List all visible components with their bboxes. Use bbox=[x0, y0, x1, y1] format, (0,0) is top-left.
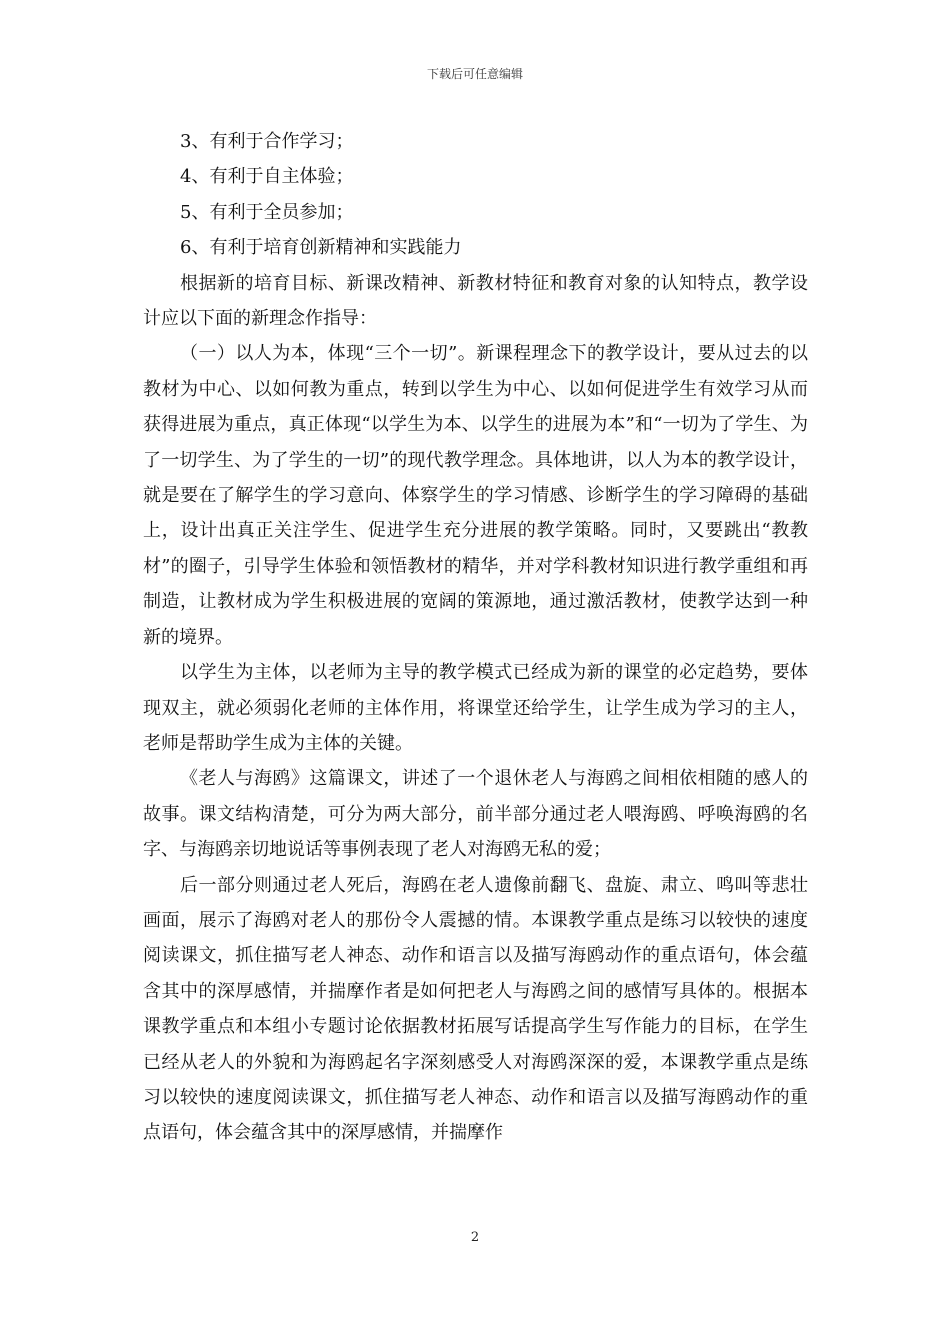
list-item-4: 4、有利于自主体验； bbox=[180, 166, 354, 188]
intro-paragraph: 根据新的培育目标、新课改精神、新教材特征和教育对象的认知特点，教学设计应以下面的新理念作指导： bbox=[143, 272, 808, 330]
principle-one-paragraph: （一）以人为本，体现“三个一切”。新课程理念下的教学设计，要从过去的以教材为中心、以如何教为重点，转到以学生为中心、以如何促进学生有效学习从而获得进展为重点，真正体现“以学生为本、以学生的进展为本”和“一切为了学生、为了一切学生、为了学生的一切”的现代教学理念。具体地讲，以人为本的教学设计，就是要在了解学生的学习意向、体察学生的学习情感、诊断学生的学习障碍的基础上，设计出真正关注学生、促进学生充分进展的教学策略。同时，又要跳出“教教材”的圈子，引导学生体验和领悟教材的精华，并对学科教材知识进行教学重组和再制造，让教材成为学生积极进展的宽阔的策源地，通过激活教材，使教学达到一种新的境界。 bbox=[143, 343, 808, 648]
lesson-focus-paragraph: 后一部分则通过老人死后，海鸥在老人遗像前翻飞、盘旋、肃立、鸣叫等悲壮画面，展示了海鸥对老人的那份令人震撼的情。本课教学重点是练习以较快的速度阅读课文，抓住描写老人神态、动作和语言以及描写海鸥动作的重点语句，体会蕴含其中的深厚感情，并揣摩作者是如何把老人与海鸥之间的感情写具体的。根据本课教学重点和本组小专题讨论依据教材拓展写话提高学生写作能力的目标，在学生已经从老人的外貌和为海鸥起名字深刻感受人对海鸥深深的爱，本课教学重点是练习以较快的速度阅读课文，抓住描写老人神态、动作和语言以及描写海鸥动作的重点语句，体会蕴含其中的深厚感情，并揣摩作 bbox=[143, 874, 808, 1144]
lesson-overview-paragraph: 《老人与海鸥》这篇课文，讲述了一个退休老人与海鸥之间相依相随的感人的故事。课文结构清楚，可分为两大部分，前半部分通过老人喂海鸥、呼唤海鸥的名字、与海鸥亲切地说话等事例表现了老人对海鸥无私的爱； bbox=[143, 768, 808, 861]
page-header: 下载后可任意编辑 bbox=[426, 67, 523, 81]
document-body bbox=[143, 124, 808, 1151]
student-centered-paragraph: 以学生为主体，以老师为主导的教学模式已经成为新的课堂的必定趋势，要体现双主，就必须弱化老师的主体作用，将课堂还给学生，让学生成为学习的主人，老师是帮助学生成为主体的关键。 bbox=[143, 662, 808, 754]
page-number: 2 bbox=[470, 1230, 480, 1245]
list-item-5: 5、有利于全员参加； bbox=[180, 201, 354, 223]
list-item-6: 6、有利于培育创新精神和实践能力 bbox=[180, 237, 462, 259]
list-item-3: 3、有利于合作学习； bbox=[180, 131, 354, 152]
